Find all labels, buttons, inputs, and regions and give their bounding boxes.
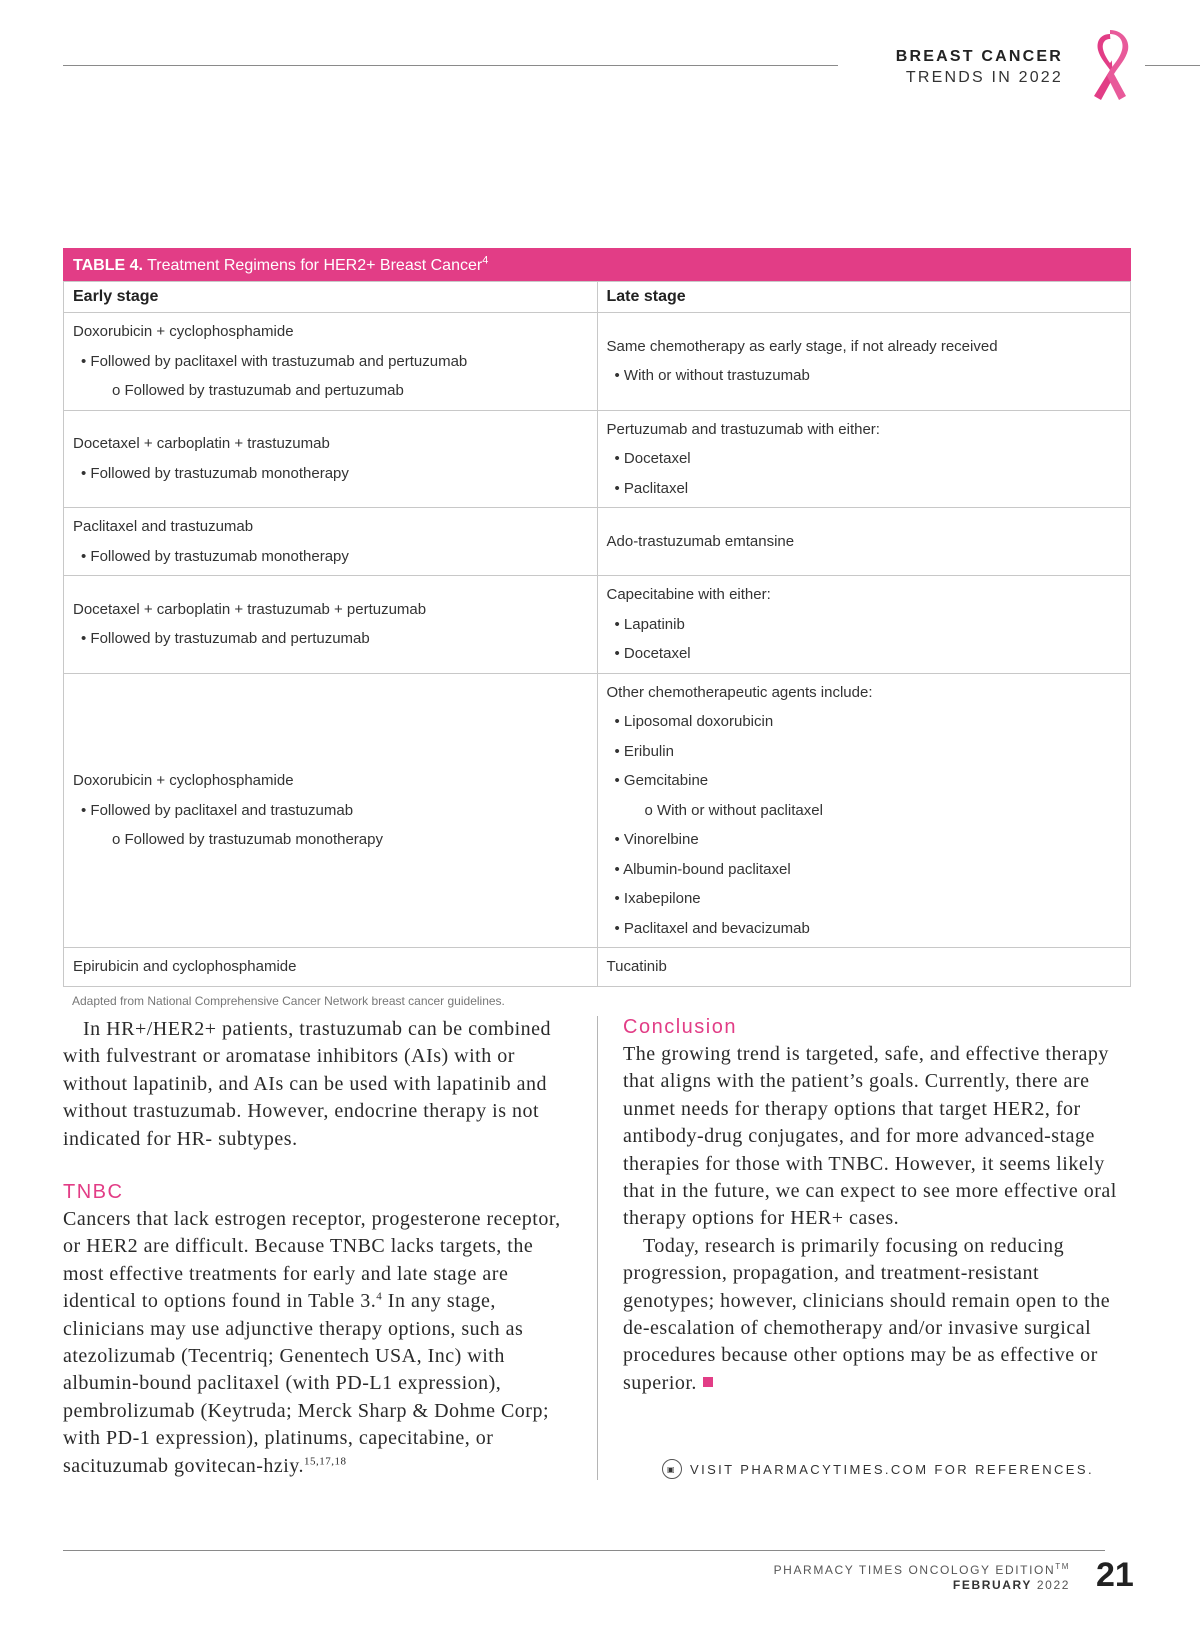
tnbc-heading: TNBC [63,1181,124,1204]
right-text-column [623,1016,1128,1397]
table-cell-line: Same chemotherapy as early stage, if not already received [606,337,998,355]
footer [774,1563,1070,1593]
conclusion-text-2: Today, research is primarily focusing on reducing progression, propagation, and treatment-resistant genotypes; however, clinicians should remain open to the de-escalation of chemotherapy and/or invasive surgical procedures because other options may be as effective or superior. [623,1234,1111,1394]
table-cell-line: Docetaxel + carboplatin + trastuzumab [73,435,330,453]
table-cell-line: • Gemcitabine [614,772,709,789]
table-cell-line: • Followed by trastuzumab and pertuzumab [81,630,370,648]
book-circle-icon: ▣ [662,1459,682,1479]
footer-month: FEBRUARY [952,1578,1032,1592]
table-cell-line: • Ixabepilone [614,890,701,907]
reference-sup: 15,17,18 [304,1455,347,1468]
bottom-rule [63,1550,1105,1551]
pink-ribbon-icon [1086,30,1134,102]
tnbc-text-b: In any stage, clinicians may use adjunctive therapy options, such as atezolizumab (Tecentriq; Genentech USA, Inc) with albumin-bound paclitaxel (with PD-L1 expression), pembrolizumab (Keytruda; Merck Sharp & Dohme Corp; with PD-1 expression), platinums, capecitabine, or sacituzumab govitecan-hziy. [63,1290,549,1477]
table-row [64,313,1131,411]
table-row [64,948,1131,987]
column-header-late: Late stage [597,282,1131,313]
tnbc-paragraph [63,1206,568,1480]
section-header [896,46,1063,88]
table-row [64,508,1131,576]
table-title [63,248,1131,281]
regimens-table [63,248,1131,1008]
table-cell-line: Doxorubicin + cyclophosphamide [73,323,294,340]
table-cell-line: • Lapatinib [614,615,685,633]
table-cell-line: Tucatinib [606,958,667,975]
table-cell-line: • With or without trastuzumab [614,367,810,385]
footer-edition: PHARMACY TIMES ONCOLOGY EDITION [773,1563,1056,1577]
table-cell-line: o Followed by trastuzumab and pertuzumab [112,382,404,399]
table-cell-line: Epirubicin and cyclophosphamide [73,958,297,975]
table-cell-line: • Followed by paclitaxel and trastuzumab [81,801,354,819]
reference-sup: 4 [376,1290,383,1303]
table-cell-line: • Paclitaxel and bevacizumab [614,919,810,937]
left-text-column [63,1016,568,1480]
column-header-early: Early stage [64,282,598,313]
table-cell-line: • Followed by paclitaxel with trastuzumab and pertuzumab [81,352,468,370]
table-cell-line: • Followed by trastuzumab monotherapy [81,464,349,482]
page-number: 21 [1096,1556,1134,1594]
table-cell-line: • Docetaxel [614,450,691,467]
conclusion-paragraph: The growing trend is targeted, safe, and effective therapy that aligns with the patient’s goals. Currently, there are unmet needs for therapy options that target HER2, for antibody-drug conjugates, and for more advanced-stage therapies for those with TNBC. However, it seems likely that in the future, we can expect to see more effective oral therapy options for HER+ cases. [623,1043,1117,1230]
top-rule [63,65,838,66]
table-cell-line: Docetaxel + carboplatin + trastuzumab + pertuzumab [73,600,427,618]
table-cell-line: Doxorubicin + cyclophosphamide [73,772,294,789]
section-title: BREAST CANCER [895,48,1063,65]
visit-references[interactable] [662,1458,1094,1480]
table-row [64,673,1131,948]
table-row [64,576,1131,674]
table-cell-line: Ado-trastuzumab emtansine [606,532,795,550]
top-rule-right [1145,65,1200,66]
conclusion-paragraph-2 [623,1233,1128,1397]
visit-text: VISIT PHARMACYTIMES.COM FOR REFERENCES. [690,1461,1094,1477]
tnbc-text-a: Cancers that lack estrogen receptor, progesterone receptor, or HER2 are difficult. Because TNBC lacks targets, the most effective treatments for early and late stage are identical to options found in Table 3. [63,1208,561,1313]
table-cell-line: • Albumin-bound paclitaxel [614,860,791,878]
table-cell-line: • Eribulin [614,742,674,760]
table-row [64,410,1131,508]
table-cell-line: • Docetaxel [614,645,691,662]
table-cell-line: Paclitaxel and trastuzumab [73,518,254,535]
table-cell-line: o Followed by trastuzumab monotherapy [112,831,383,848]
section-subtitle: TRENDS IN 2022 [905,69,1063,86]
end-mark-icon [703,1377,713,1387]
table-cell-line: o With or without paclitaxel [644,801,823,819]
table-title-ref: 4 [482,254,489,267]
table-title-text: Treatment Regimens for HER2+ Breast Cancer [147,257,483,274]
table-cell-line: • Liposomal doxorubicin [614,713,774,730]
table-cell-line: • Followed by trastuzumab monotherapy [81,547,349,565]
table-cell-line: • Paclitaxel [614,479,689,497]
column-divider [597,1016,598,1480]
table-cell-line: • Vinorelbine [614,831,699,848]
table-label: TABLE 4. [73,257,143,274]
conclusion-heading: Conclusion [623,1016,737,1038]
body-paragraph: In HR+/HER2+ patients, trastuzumab can be combined with fulvestrant or aromatase inhibitors (AIs) with or without lapatinib, and AIs can be used with lapatinib and without trastuzumab. However, endocrine therapy is not indicated for HR- subtypes. [63,1018,552,1150]
table-cell-line: Pertuzumab and trastuzumab with either: [606,420,880,438]
footer-year: 2022 [1036,1578,1070,1592]
table-cell-line: Capecitabine with either: [606,586,771,603]
footer-tm: TM [1055,1562,1070,1571]
table-cell-line: Other chemotherapeutic agents include: [606,683,873,701]
table-source-note: Adapted from National Comprehensive Cancer Network breast cancer guidelines. [72,993,505,1008]
